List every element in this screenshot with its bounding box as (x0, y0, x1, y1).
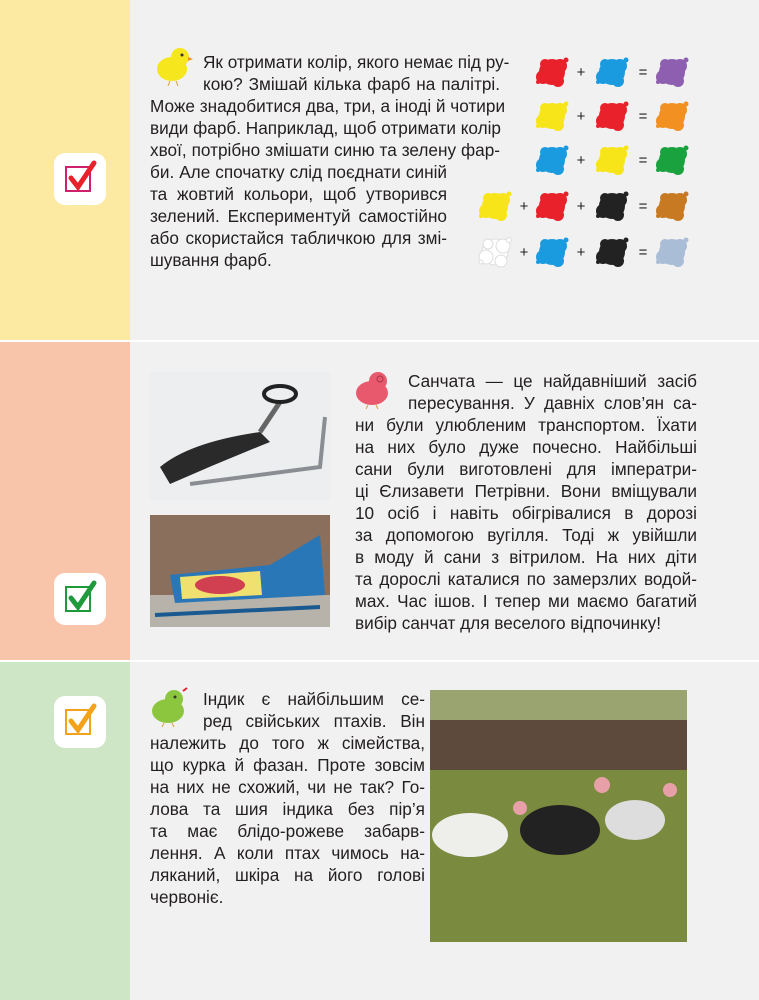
paints-text-full (150, 95, 506, 161)
paint-splash (656, 102, 689, 132)
pink-bird-icon (352, 368, 394, 410)
paint-mixing-chart (470, 50, 700, 275)
paint-splash (596, 102, 629, 132)
text-line: що курка й фазан. Проте зовсім (150, 755, 425, 775)
paint-splash (479, 238, 512, 268)
plus-sign: + (576, 244, 586, 261)
paint-splash (596, 58, 629, 88)
text-line: пересування. У давніх слов’ян са- (408, 393, 697, 413)
text-line: червоніє. (150, 887, 224, 907)
paint-splash (596, 192, 629, 222)
text-line: та жовтий кольори, щоб утворився (150, 184, 447, 204)
text-line: та має блідо-рожеве забарв- (150, 821, 425, 841)
text-line: належить до того ж сімейства, (150, 733, 425, 753)
paint-splash (479, 192, 512, 222)
paints-text-top (203, 51, 510, 95)
painted-sleigh-photo (150, 515, 330, 627)
plus-sign: + (519, 198, 529, 215)
section-divider (0, 340, 759, 342)
plus-sign: + (519, 244, 529, 261)
equals-sign: = (638, 108, 648, 125)
text-line: кою? Змішай кілька фарб на палітрі. (203, 74, 500, 94)
text-line: мах. Час ішов. І тепер ми маємо багатий (355, 591, 697, 611)
equals-sign: = (638, 198, 648, 215)
checkmark-icon (62, 579, 100, 617)
text-line: 10 осіб і навіть обігрівалися в дорозі (355, 503, 697, 523)
paint-splash (536, 192, 569, 222)
checkmark-icon (62, 159, 100, 197)
text-line: хвої, потрібно змішати синю та зелену фар- (150, 140, 500, 160)
paint-splash (536, 238, 569, 268)
plus-sign: + (576, 64, 586, 81)
section-divider (0, 660, 759, 662)
text-line: вибір санчат для веселого відпочинку! (355, 613, 661, 633)
paint-splash (536, 102, 569, 132)
text-line: ці Єлизавети Петрівни. Вони вміщували (355, 481, 697, 501)
text-line: ни були улюбленим транспортом. Їхати (355, 415, 697, 435)
checkbox-sleds[interactable] (54, 573, 106, 625)
text-line: Індик є найбільшим се- (203, 689, 425, 709)
sleds-text (355, 414, 697, 634)
text-line: ляканий, шкіра на його голові (150, 865, 425, 885)
plus-sign: + (576, 198, 586, 215)
plus-sign: + (576, 152, 586, 169)
text-line: види фарб. Наприклад, щоб отримати колір (150, 118, 501, 138)
text-line: зелений. Експериментуй самостійно (150, 206, 447, 226)
paint-splash (656, 192, 689, 222)
paint-splash (596, 238, 629, 268)
text-line: Санчата — це найдавніший засіб (408, 371, 697, 391)
sleds-text-top (408, 370, 697, 414)
checkbox-turkey[interactable] (54, 696, 106, 748)
text-line: лова та шия індика без пір’я (150, 799, 425, 819)
paint-splash (656, 58, 689, 88)
text-line: ред свійських птахів. Він (203, 711, 425, 731)
turkey-photo (430, 690, 687, 942)
paint-splash (656, 238, 689, 268)
paints-text-narrow (150, 161, 447, 271)
text-line: Може знадобитися два, три, а іноді й чотири (150, 96, 506, 116)
equals-sign: = (638, 244, 648, 261)
turkey-text (150, 732, 425, 908)
paint-splash (656, 146, 689, 176)
text-line: би. Але спочатку слід поєднати синій (150, 162, 447, 182)
plus-sign: + (576, 108, 586, 125)
yellow-bird-icon (152, 45, 194, 87)
text-line: сани були виготовлені для імператри- (355, 459, 697, 479)
text-line: в моду й сани з вітрилом. На них діти (355, 547, 697, 567)
checkmark-icon (62, 702, 100, 740)
text-line: шування фарб. (150, 250, 272, 270)
turkey-text-top (203, 688, 425, 732)
text-line: або скористайся табличкою для змі- (150, 228, 447, 248)
text-line: на них було дуже почесно. Найбільші (355, 437, 697, 457)
text-line: та дорослі каталися по замерзлих водой- (355, 569, 697, 589)
text-line: Як отримати колір, якого немає під ру- (203, 52, 510, 72)
text-line: лення. А коли птах чимось на- (150, 843, 425, 863)
paint-splash (596, 146, 629, 176)
checkbox-paints[interactable] (54, 153, 106, 205)
text-line: за допомогою вугілля. Тоді ж увійшли (355, 525, 697, 545)
green-bird-icon (148, 686, 190, 728)
equals-sign: = (638, 152, 648, 169)
paint-splash (536, 58, 569, 88)
paint-splash (536, 146, 569, 176)
text-line: на них не схожий, чи не так? Го- (150, 777, 425, 797)
equals-sign: = (638, 64, 648, 81)
sled-photo (150, 372, 330, 500)
